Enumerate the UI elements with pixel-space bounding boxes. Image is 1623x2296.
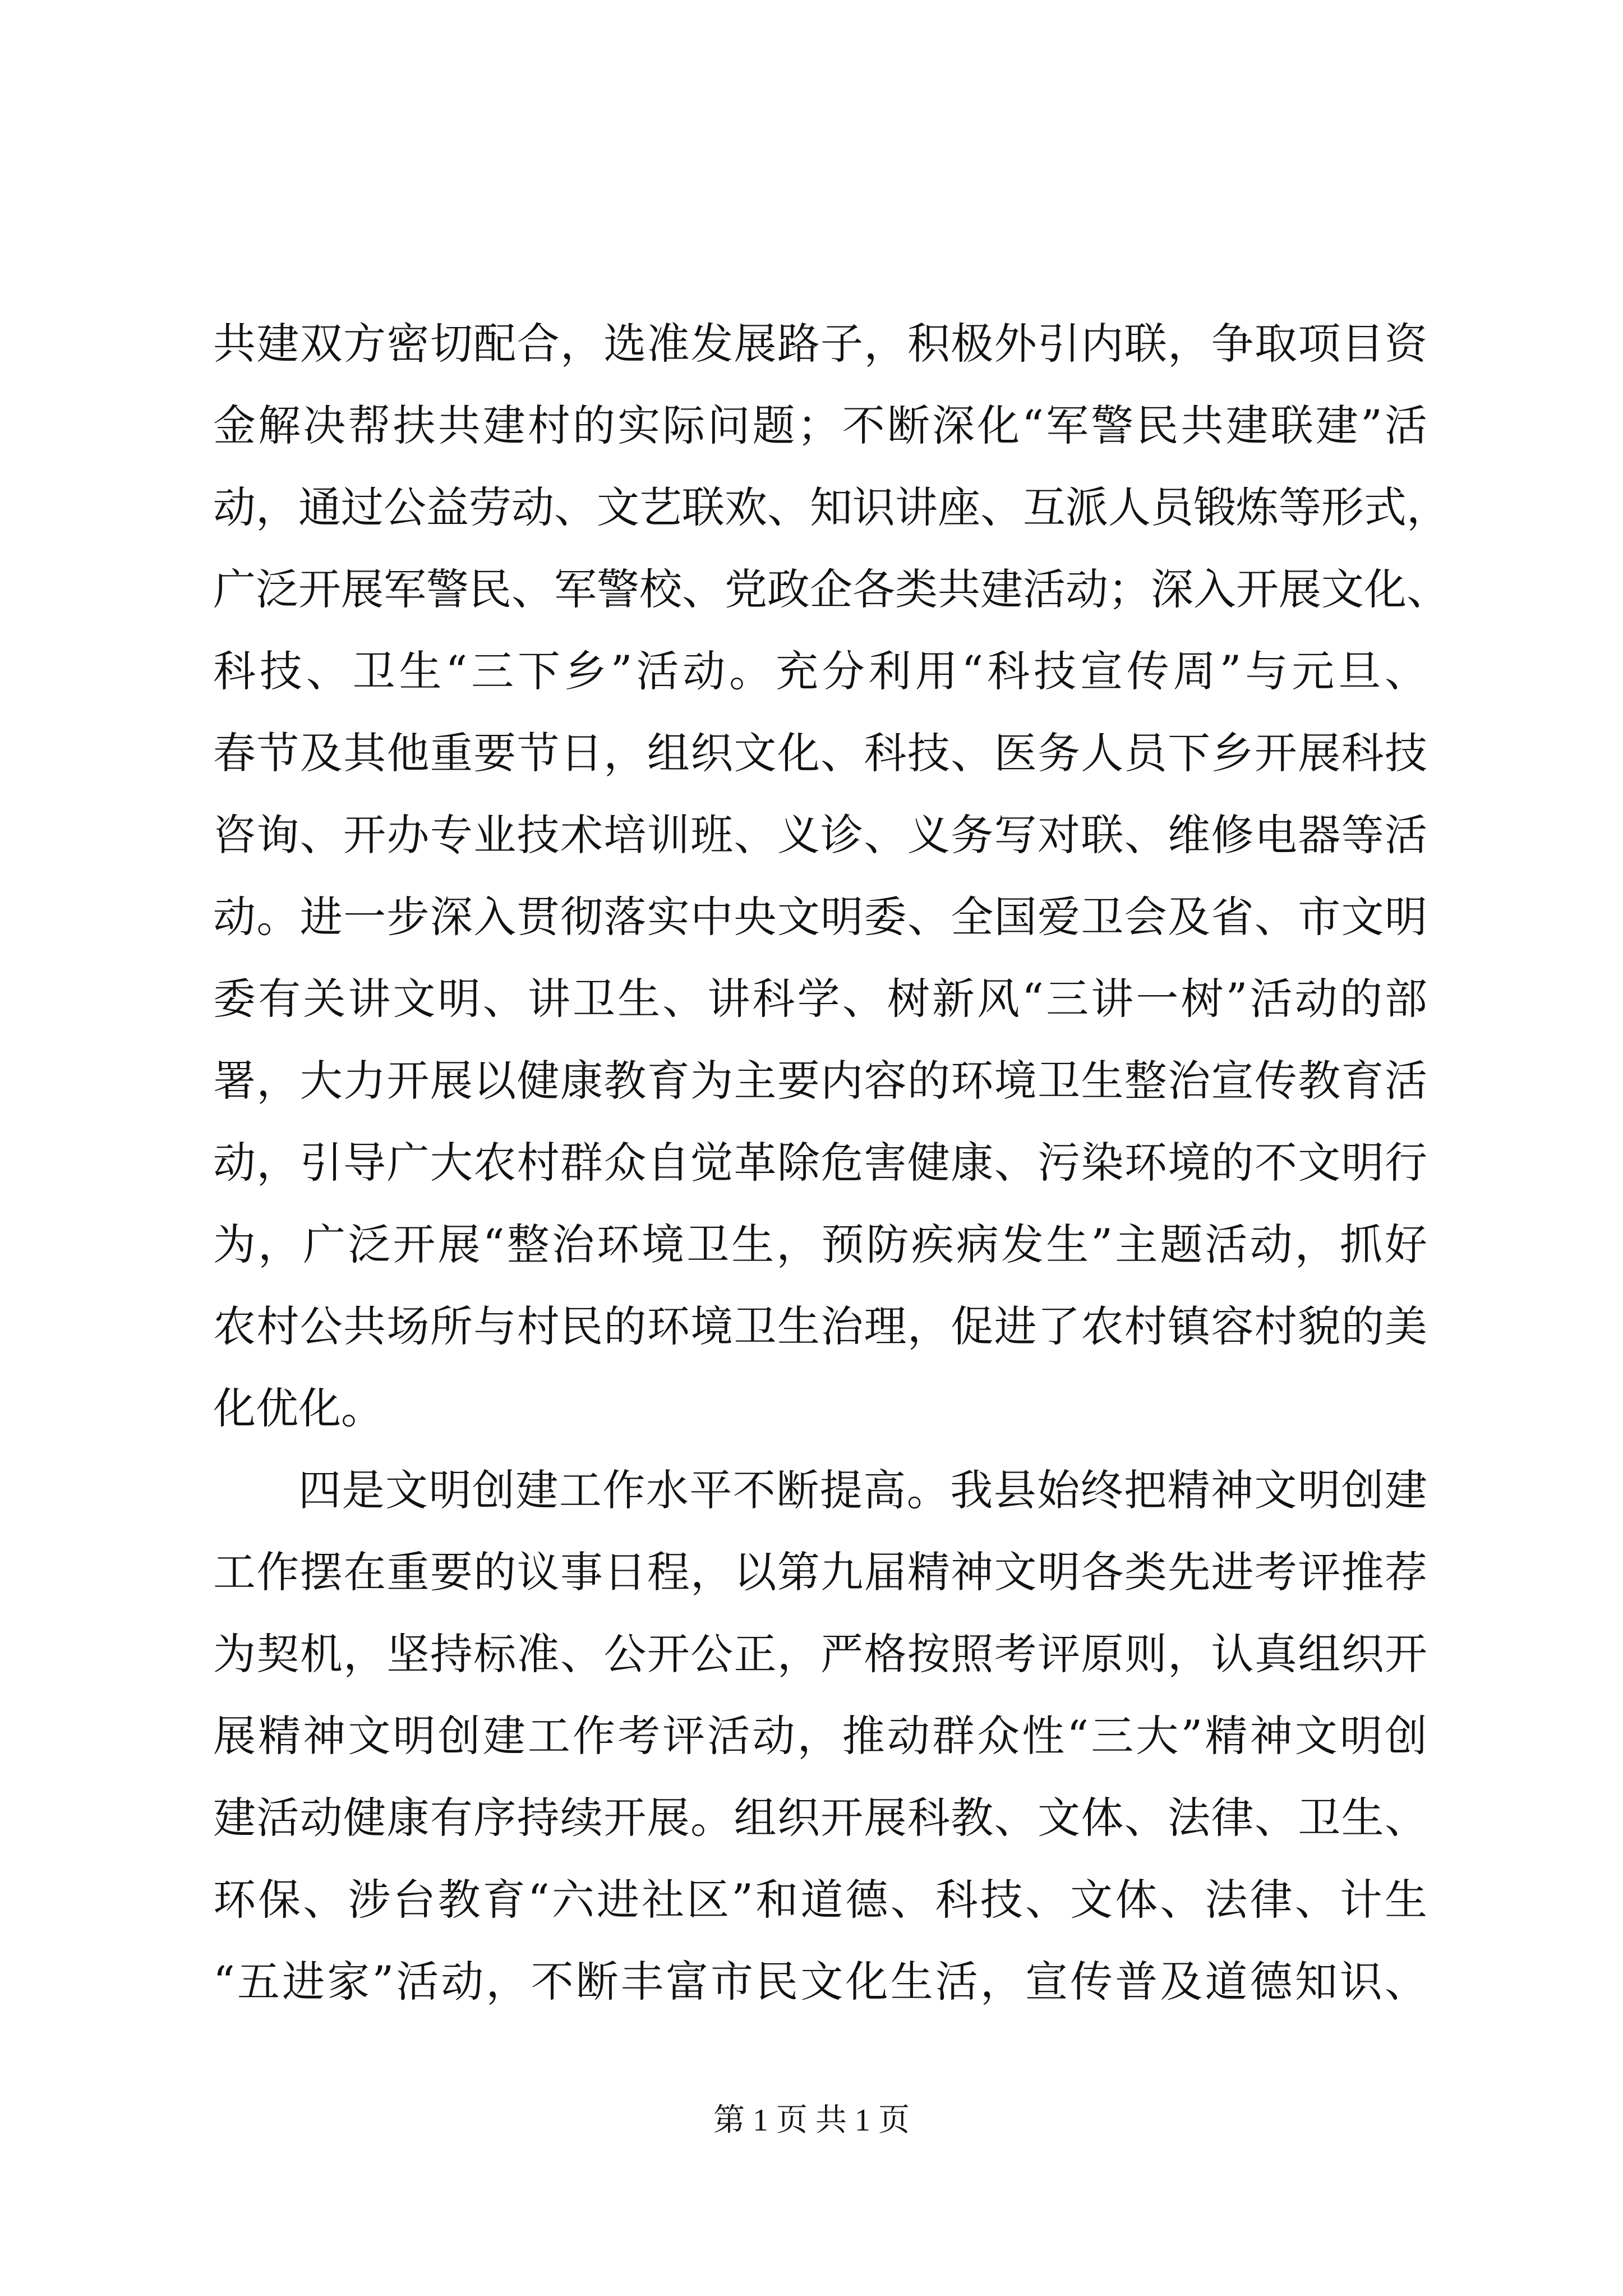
text-line: 金解决帮扶共建村的实际问题；不断深化“军警民共建联建”活 <box>213 401 1427 450</box>
text-line: 署，大力开展以健康教育为主要内容的环境卫生整治宣传教育活 <box>213 1056 1427 1106</box>
text-line: 咨询、开办专业技术培训班、义诊、义务写对联、维修电器等活 <box>213 810 1427 860</box>
text-line: 春节及其他重要节日，组织文化、科技、医务人员下乡开展科技 <box>213 728 1427 778</box>
text-line: 委有关讲文明、讲卫生、讲科学、树新风“三讲一树”活动的部 <box>213 974 1427 1024</box>
text-line: 展精神文明创建工作考评活动，推动群众性“三大”精神文明创 <box>213 1711 1427 1761</box>
paragraph-start-line: 四是文明创建工作水平不断提高。我县始终把精神文明创建 <box>298 1465 1427 1515</box>
body-text <box>213 303 1449 2023</box>
text-line: 为，广泛开展“整治环境卫生，预防疾病发生”主题活动，抓好 <box>213 1220 1427 1269</box>
text-line: 为契机，坚持标准、公开公正，严格按照考评原则，认真组织开 <box>213 1629 1427 1679</box>
text-line: 动，通过公益劳动、文艺联欢、知识讲座、互派人员锻炼等形式， <box>213 482 1449 532</box>
text-line: 动，引导广大农村群众自觉革除危害健康、污染环境的不文明行 <box>213 1138 1427 1188</box>
text-line: 建活动健康有序持续开展。组织开展科教、文体、法律、卫生、 <box>213 1793 1427 1843</box>
text-line: 农村公共场所与村民的环境卫生治理，促进了农村镇容村貌的美 <box>213 1301 1427 1351</box>
text-line: 工作摆在重要的议事日程，以第九届精神文明各类先进考评推荐 <box>213 1547 1427 1597</box>
text-line: 动。进一步深入贯彻落实中央文明委、全国爱卫会及省、市文明 <box>213 892 1427 942</box>
text-line: 环保、涉台教育“六进社区”和道德、科技、文体、法律、计生 <box>213 1875 1427 1925</box>
text-line: “五进家”活动，不断丰富市民文化生活，宣传普及道德知识、 <box>213 1957 1427 2007</box>
text-line: 科技、卫生“三下乡”活动。充分利用“科技宣传周”与元旦、 <box>213 646 1427 696</box>
page-number-footer: 第 1 页 共 1 页 <box>713 2103 910 2138</box>
text-line: 广泛开展军警民、军警校、党政企各类共建活动；深入开展文化、 <box>213 564 1449 614</box>
text-line: 共建双方密切配合，选准发展路子，积极外引内联，争取项目资 <box>213 319 1427 369</box>
paragraph-end-line: 化优化。 <box>213 1383 384 1433</box>
